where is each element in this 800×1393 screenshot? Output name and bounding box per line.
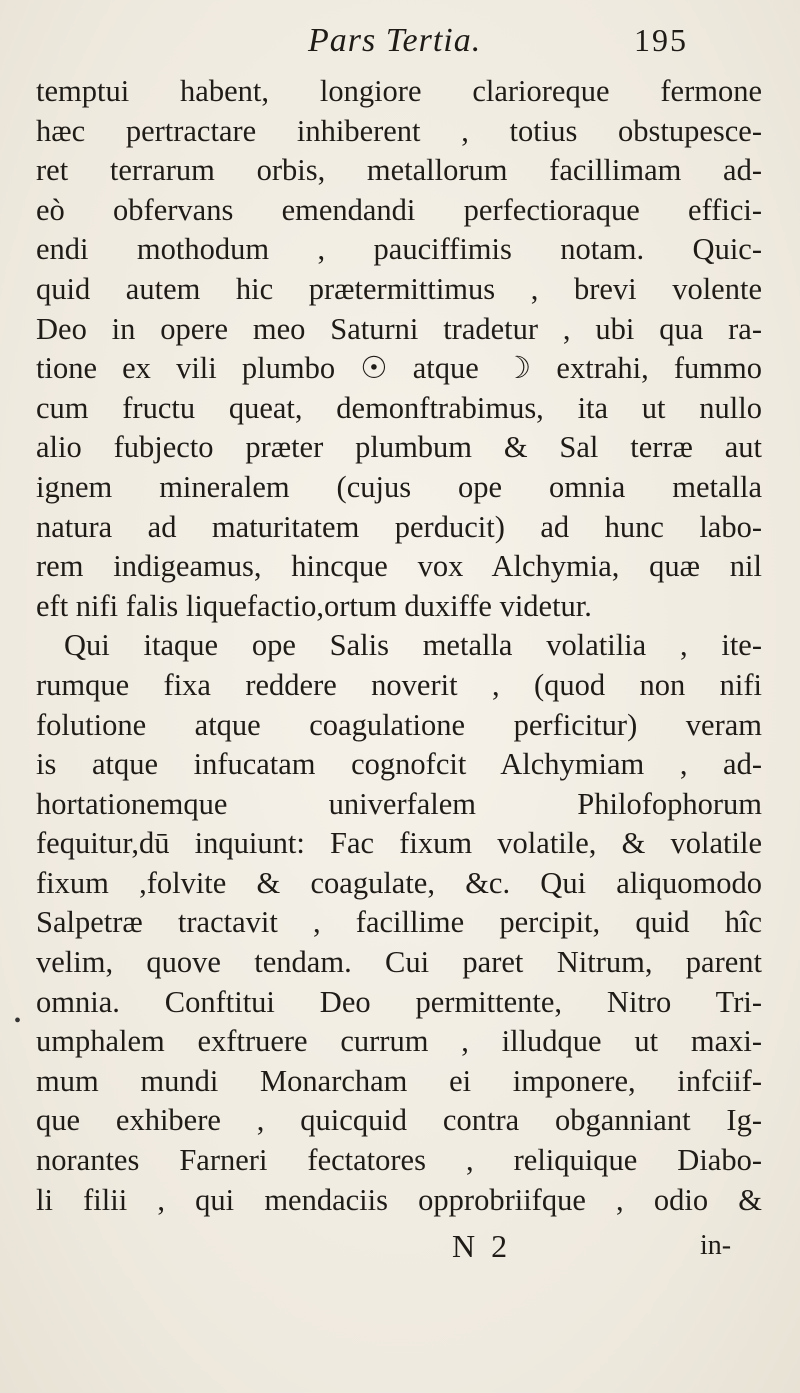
text-line: que exhibere , quicquid contra obganniant Ig- <box>36 1103 762 1138</box>
text-line: eò obfervans emendandi perfectioraque effici- <box>36 192 762 227</box>
text-line: endi mothodum , pauciffimis notam. Quic- <box>36 232 762 267</box>
text-line: rem indigeamus, hincque vox Alchymia, quæ nil <box>36 549 762 584</box>
text-line: norantes Farneri fectatores , reliquique Diabo- <box>36 1143 762 1178</box>
text-line: quid autem hic prætermittimus , brevi volente <box>36 271 762 306</box>
text-line: Qui itaque ope Salis metalla volatilia , ite- <box>64 628 762 663</box>
text-line: cum fructu queat, demonftrabimus, ita ut nullo <box>36 390 762 425</box>
margin-mark: • <box>14 1010 22 1032</box>
text-line: omnia. Conftitui Deo permittente, Nitro Tri- <box>36 984 762 1019</box>
text-line: fixum ,folvite & coagulate, &c. Qui aliquomodo <box>36 865 762 900</box>
page-header <box>0 18 800 66</box>
text-line: Salpetræ tractavit , facillime percipit, quid hîc <box>36 905 762 940</box>
page-footer <box>0 1228 800 1268</box>
page-number: 195 <box>634 22 688 58</box>
text-line: hæc pertractare inhiberent , totius obstupesce- <box>36 113 762 148</box>
text-line: velim, quove tendam. Cui paret Nitrum, parent <box>36 945 762 980</box>
text-body <box>36 72 762 1220</box>
text-line: natura ad maturitatem perducit) ad hunc labo- <box>36 509 762 544</box>
text-line: ret terrarum orbis, metallorum facillimam ad- <box>36 153 762 188</box>
text-line: rumque fixa reddere noverit , (quod non nifi <box>36 667 762 702</box>
signature-mark: N 2 <box>452 1228 512 1264</box>
text-line: hortationemque univerfalem Philofophorum <box>36 786 762 821</box>
text-line: is atque infucatam cognofcit Alchymiam , ad- <box>36 747 762 782</box>
text-line: umphalem exftruere currum , illudque ut maxi- <box>36 1024 762 1059</box>
text-line: fequitur,dū inquiunt: Fac fixum volatile, & volatile <box>36 826 762 861</box>
running-title: Pars Tertia. <box>308 22 482 59</box>
text-line: temptui habent, longiore clarioreque fermone <box>36 74 762 108</box>
text-line: ignem mineralem (cujus ope omnia metalla <box>36 469 762 504</box>
text-line: li filii , qui mendaciis opprobriifque , odio & <box>36 1182 762 1217</box>
text-line: mum mundi Monarcham ei imponere, infciif- <box>36 1063 762 1098</box>
text-line: folutione atque coagulatione perficitur) veram <box>36 707 762 742</box>
text-line: eft nifi falis liquefactio,ortum duxiffe videtur. <box>36 588 592 623</box>
catchword: in- <box>700 1230 732 1261</box>
text-line: tione ex vili plumbo ☉ atque ☽ extrahi, fummo <box>36 351 762 386</box>
text-line: alio fubjecto præter plumbum & Sal terræ aut <box>36 430 762 465</box>
text-line: Deo in opere meo Saturni tradetur , ubi qua ra- <box>36 311 762 346</box>
